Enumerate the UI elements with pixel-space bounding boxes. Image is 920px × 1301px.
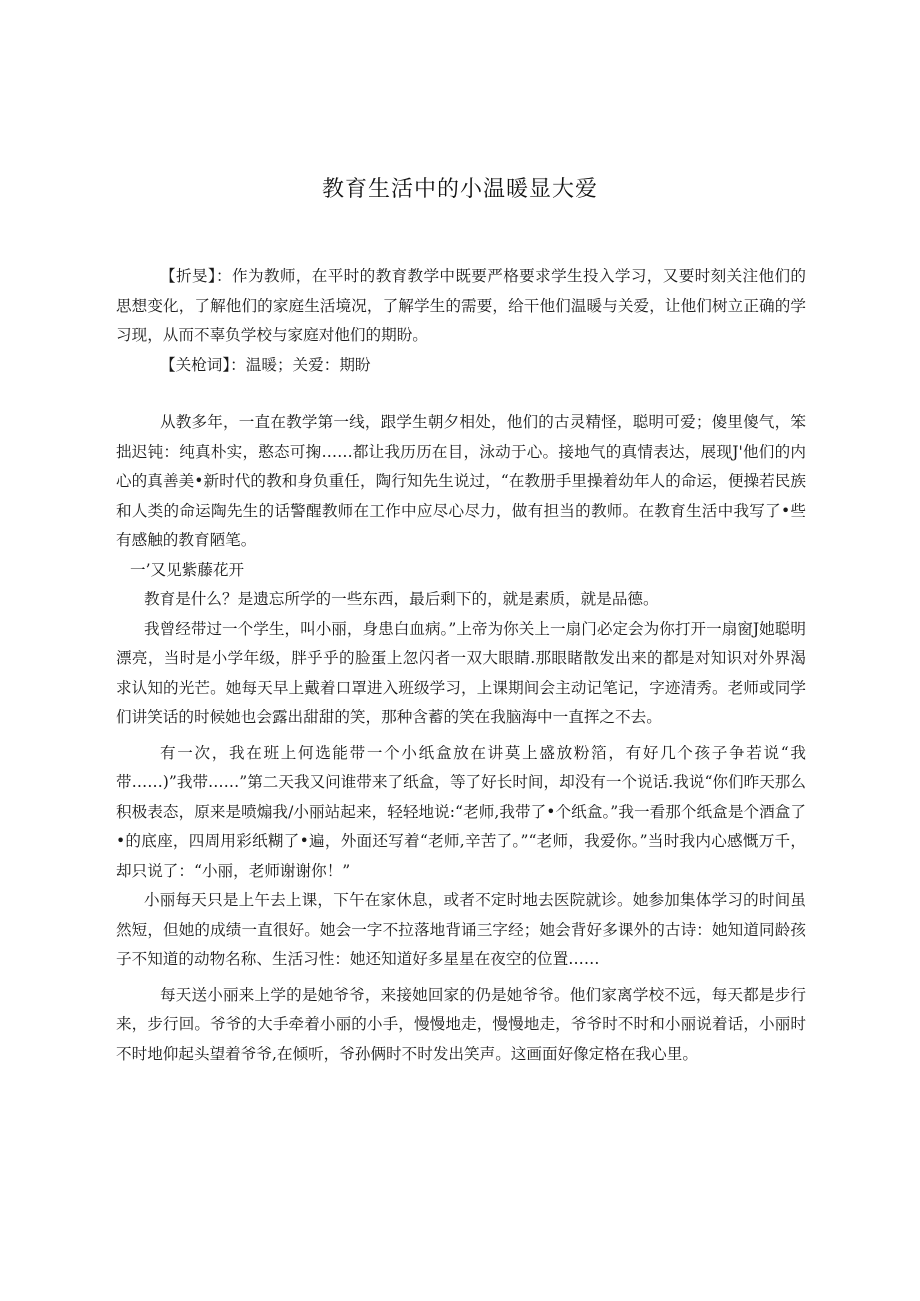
body-paragraph-intro: 从教多年，一直在教学第一线，跟学生朝夕相处，他们的古灵精怪，聪明可爱；傻里傻气，笨拙迟钝：纯真朴实，憨态可掬……都让我历历在目，泳动于心。接地气的真情表达，展现J'他们的内心的真善美•新时代的教和身负重任，陶行知先生说过，“在教册手里操着幼年人的命运，便操若民族和人类的命运陶先生的话警醒教师在工作中应尽心尽力，做有担当的教师。在教育生活中我写了•些有感触的教育陋笔。	[116, 413, 806, 549]
body-paragraph: 每天送小丽来上学的是她爷爷，来接她回家的仍是她爷爷。他们家离学校不远，每天都是步行来，步行回。爷爷的大手牵着小丽的小手，慢慢地走，慢慢地走，爷爷时不时和小丽说着话，小丽时不时地仰起头望着爷爷,在倾听，爷孙俩时不时发出笑声。这画面好像定格在我心里。	[116, 985, 806, 1063]
body-section	[116, 408, 806, 1069]
keywords-label: 【关枪词】：	[160, 355, 246, 374]
abstract-paragraph	[116, 262, 806, 351]
body-paragraph: 有一次，我在班上何选能带一个小纸盒放在讲莫上盛放粉箔，有好几个孩子争若说“我带……)”我带……”第二天我又问谁带来了纸盒，等了好长时间，却没有一个说话.我说“你们昨天那么积极表态，原来是喷煽我/小丽站起来，轻轻地说:“老师,我带了•个纸盒。”我一看那个纸盒是个酒盒了•的底座，四周用彩纸糊了•遍，外面还写着“老师,辛苦了。”“老师，我爱你。”当时我内心感慨万千，却只说了：“小丽，老师谢谢你！”	[116, 743, 806, 880]
document-title: 教育生活中的小温暖显大爱	[321, 177, 598, 202]
abstract-text: 作为教师，在平时的教育教学中既要严格要求学生投入学习，又要时刻关注他们的思想变化，了解他们的家庭生活境况，了解学生的需要，给干他们温暖与关爱，让他们树立正确的学习现，从而不辜负学校与家庭对他们的期盼。	[116, 267, 806, 344]
abstract-section	[116, 262, 806, 380]
body-paragraph: 我曾经带过一个学生，叫小丽，身患白血病。”上帝为你关上一扇门必定会为你打开一扇窗J她聪明漂亮，当时是小学年级，胖乎乎的脸蛋上忽闪者一双大眼睛.那眼睹散发出来的都是对知识对外界渴求认知的光芒。她每天早上戴着口罩进入班级学习，上课期间会主动记笔记，字迹清秀。老师或同学们讲笑话的时候她也会露出甜甜的笑，那种含蓄的笑在我脑海中一直挥之不去。	[116, 619, 806, 726]
section-heading: 一’又见紫藤花开	[130, 560, 245, 579]
body-paragraph: 小丽每天只是上午去上课，下午在家休息，或者不定时地去医院就诊。她参加集体学习的时间虽然短，但她的成绩一直很好。她会一字不拉落地背诵三字经；她会背好多课外的古诗：她知道同龄孩子不知道的动物名称、生活习性：她还知道好多星星在夜空的位置……	[116, 891, 806, 968]
abstract-label: 【折旻】：	[160, 267, 232, 285]
keywords-paragraph	[116, 351, 806, 381]
keywords-text: 温暖；关爱：期盼	[245, 355, 371, 374]
body-paragraph: 教育是什么？是遗忘所学的一些东西，最后剩下的，就是素质，就是品德。	[144, 590, 659, 608]
